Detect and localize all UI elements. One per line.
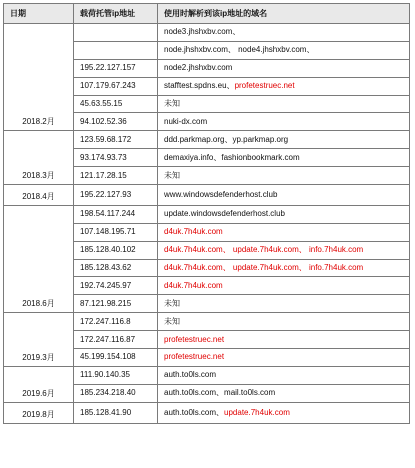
ip-cell: 192.74.245.97 <box>74 277 158 295</box>
ip-cell: 198.54.117.244 <box>74 205 158 223</box>
header-date: 日期 <box>4 4 74 24</box>
header-ip: 载荷托管ip地址 <box>74 4 158 24</box>
domains-cell <box>158 41 410 59</box>
domain-text: ddd.parkmap.org、yp.parkmap.org <box>164 134 289 144</box>
domain-text: nuki-dx.com <box>164 116 208 126</box>
ip-cell: 94.102.52.36 <box>74 113 158 131</box>
ip-cell: 45.63.55.15 <box>74 95 158 113</box>
domains-cell <box>158 167 410 185</box>
domain-text: demaxiya.info、fashionbookmark.com <box>164 152 300 162</box>
date-cell: 2018.4月 <box>4 185 74 206</box>
ip-cell: 107.179.67.243 <box>74 77 158 95</box>
ip-cell <box>74 41 158 59</box>
domain-text-highlighted: d4uk.7h4uk.com <box>164 280 223 290</box>
domain-text-highlighted: profetestruec.net <box>164 352 225 362</box>
domain-text: 未知 <box>164 316 180 326</box>
domains-cell <box>158 277 410 295</box>
domain-text: auth.to0ls.com、 <box>164 407 225 417</box>
ip-domain-table-container <box>3 3 410 424</box>
ip-cell: 87.121.98.215 <box>74 295 158 313</box>
ip-cell: 195.22.127.157 <box>74 59 158 77</box>
domain-text: update.windowsdefenderhost.club <box>164 209 285 219</box>
ip-cell: 111.90.140.35 <box>74 366 158 384</box>
domains-cell <box>158 205 410 223</box>
ip-cell: 172.247.116.87 <box>74 331 158 349</box>
domains-cell <box>158 77 410 95</box>
domains-cell <box>158 113 410 131</box>
domains-cell <box>158 313 410 331</box>
ip-cell: 107.148.195.71 <box>74 223 158 241</box>
ip-cell: 172.247.116.8 <box>74 313 158 331</box>
domain-text: www.windowsdefenderhost.club <box>164 189 278 199</box>
domain-text-highlighted: d4uk.7h4uk.com、 update.7h4uk.com、 info.7h4uk.com <box>164 263 364 273</box>
domains-cell <box>158 331 410 349</box>
ip-cell: 121.17.28.15 <box>74 167 158 185</box>
ip-cell: 93.174.93.73 <box>74 149 158 167</box>
domains-cell <box>158 131 410 149</box>
ip-cell: 185.234.218.40 <box>74 384 158 402</box>
date-cell: 2019.8月 <box>4 402 74 423</box>
table-header-row <box>4 4 410 24</box>
domains-cell <box>158 223 410 241</box>
header-domains: 使用时解析到该ip地址的域名 <box>158 4 410 24</box>
date-cell: 2019.6月 <box>4 366 74 402</box>
domains-cell <box>158 95 410 113</box>
domain-text-highlighted: d4uk.7h4uk.com、 update.7h4uk.com、 info.7h4uk.com <box>164 245 364 255</box>
domain-text-highlighted: update.7h4uk.com <box>224 407 290 417</box>
table-row <box>4 131 410 149</box>
table-row <box>4 402 410 423</box>
ip-domain-table <box>3 3 410 424</box>
ip-cell: 123.59.68.172 <box>74 131 158 149</box>
domain-text: auth.to0ls.com、mail.to0ls.com <box>164 388 276 398</box>
domains-cell <box>158 185 410 206</box>
domains-cell <box>158 402 410 423</box>
table-row <box>4 185 410 206</box>
table-row <box>4 24 410 42</box>
domain-text: node2.jhshxbv.com <box>164 63 233 73</box>
domain-text: 未知 <box>164 99 180 108</box>
ip-cell: 45.199.154.108 <box>74 349 158 367</box>
ip-cell <box>74 24 158 42</box>
domains-cell <box>158 349 410 367</box>
domain-text: node.jhshxbv.com、 node4.jhshxbv.com、 <box>164 45 315 55</box>
table-row <box>4 205 410 223</box>
domains-cell <box>158 366 410 384</box>
domain-text-highlighted: profetestruec.net <box>164 334 225 344</box>
ip-cell: 185.128.40.102 <box>74 241 158 259</box>
domain-text: 未知 <box>164 298 180 308</box>
domain-text: auth.to0ls.com <box>164 370 217 380</box>
domains-cell <box>158 384 410 402</box>
domain-text-highlighted: profetestruec.net <box>234 81 295 91</box>
domain-text: 未知 <box>164 170 180 180</box>
domains-cell <box>158 59 410 77</box>
domains-cell <box>158 241 410 259</box>
domains-cell <box>158 24 410 42</box>
domains-cell <box>158 149 410 167</box>
ip-cell: 195.22.127.93 <box>74 185 158 206</box>
date-cell: 2018.3月 <box>4 131 74 185</box>
date-cell: 2018.2月 <box>4 24 74 131</box>
domain-text-highlighted: d4uk.7h4uk.com <box>164 227 223 237</box>
domain-text: node3.jhshxbv.com、 <box>164 27 241 37</box>
ip-cell: 185.128.41.90 <box>74 402 158 423</box>
table-row <box>4 313 410 331</box>
ip-cell: 185.128.43.62 <box>74 259 158 277</box>
date-cell: 2018.6月 <box>4 205 74 312</box>
table-row <box>4 366 410 384</box>
domains-cell <box>158 259 410 277</box>
domain-text: stafftest.spdns.eu、 <box>164 81 235 91</box>
domains-cell <box>158 295 410 313</box>
date-cell: 2019.3月 <box>4 313 74 367</box>
